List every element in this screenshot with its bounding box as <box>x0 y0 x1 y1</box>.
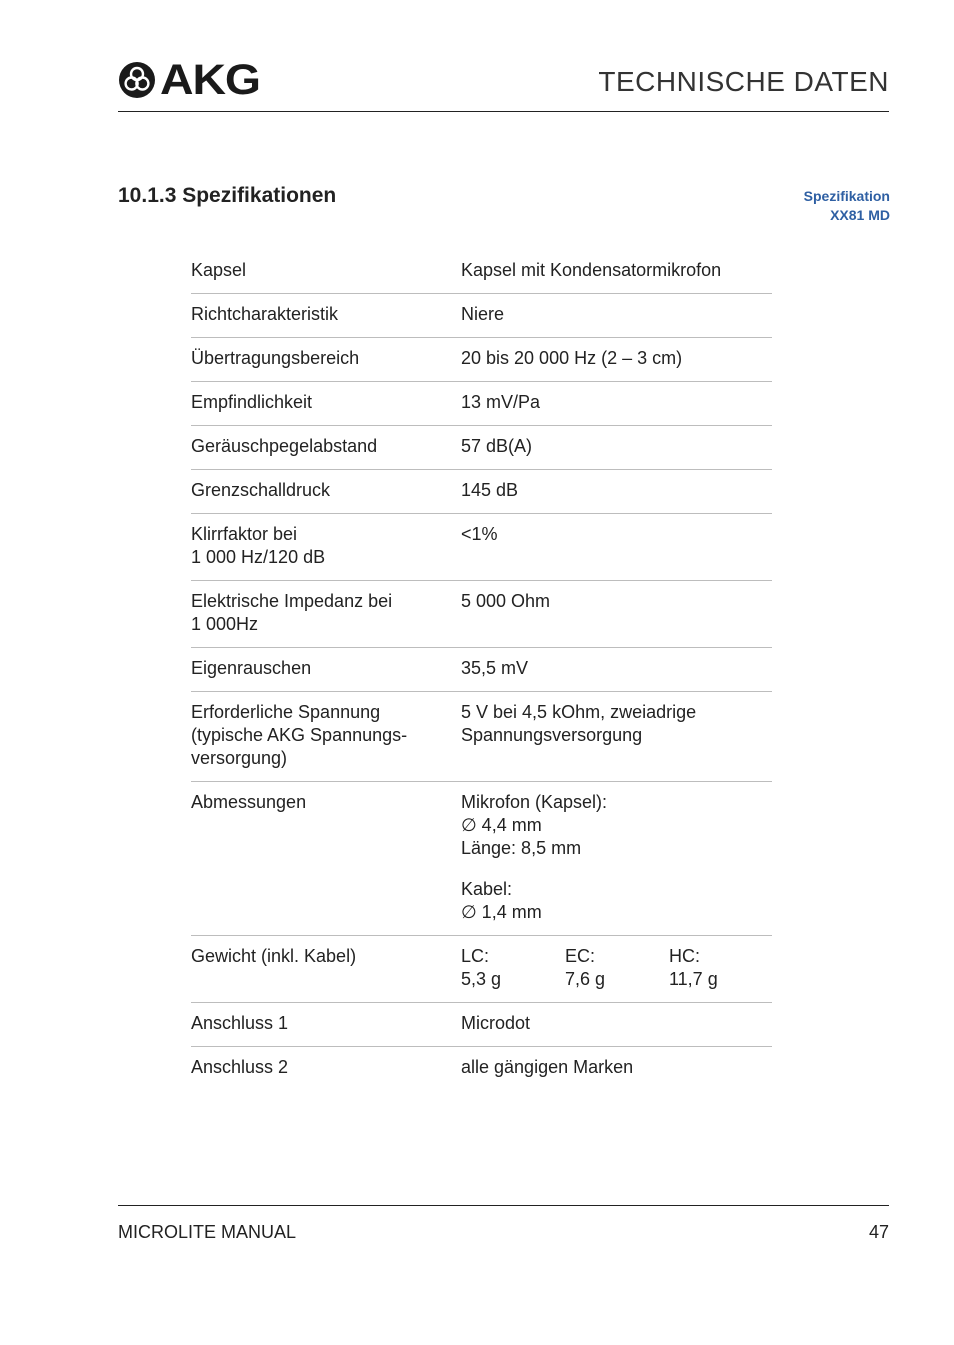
spec-label-line: Gewicht (inkl. Kabel) <box>191 946 357 966</box>
spec-value-line: 57 dB(A) <box>461 436 533 456</box>
spec-label <box>191 259 461 282</box>
weight-name: EC: <box>565 946 596 966</box>
spec-row <box>191 250 772 294</box>
spec-value <box>461 259 772 282</box>
page-header <box>118 56 889 112</box>
spec-value-line: 20 bis 20 000 Hz (2 – 3 cm) <box>461 348 683 368</box>
spec-value-line: 5 000 Ohm <box>461 591 551 611</box>
spec-label <box>191 657 461 680</box>
spec-label <box>191 791 461 924</box>
spec-label <box>191 479 461 502</box>
spec-value <box>461 303 772 326</box>
spec-value <box>461 657 772 680</box>
spec-row <box>191 581 772 648</box>
spec-label-line: Kapsel <box>191 260 247 280</box>
spec-table <box>191 250 772 1090</box>
manual-name: MICROLITE MANUAL <box>118 1222 297 1242</box>
weight-col-lc <box>461 945 565 991</box>
spec-label <box>191 701 461 770</box>
spec-label <box>191 590 461 636</box>
spec-label-line: versorgung) <box>191 748 288 768</box>
spec-row <box>191 338 772 382</box>
spec-row <box>191 426 772 470</box>
spec-row-weight <box>191 936 772 1003</box>
spec-value <box>461 391 772 414</box>
spec-label <box>191 1012 461 1035</box>
spec-value <box>461 479 772 502</box>
spec-value-line: Microdot <box>461 1013 531 1033</box>
spec-row <box>191 514 772 581</box>
spec-row <box>191 382 772 426</box>
spec-label <box>191 435 461 458</box>
side-note <box>804 187 890 225</box>
spec-value-line: 35,5 mV <box>461 658 529 678</box>
spec-value <box>461 1012 772 1035</box>
spec-value-line: alle gängigen Marken <box>461 1057 634 1077</box>
spec-label-line: (typische AKG Spannungs- <box>191 725 408 745</box>
spec-label-line: 1 000Hz <box>191 614 259 634</box>
weight-name: LC: <box>461 946 490 966</box>
spec-row <box>191 692 772 782</box>
akg-emblem-icon <box>118 61 156 99</box>
spec-value-line: Mikrofon (Kapsel): <box>461 792 608 812</box>
spec-label <box>191 945 461 991</box>
spec-value <box>461 1056 772 1079</box>
weight-name: HC: <box>669 946 700 966</box>
spec-label <box>191 303 461 326</box>
spec-value-line: 13 mV/Pa <box>461 392 541 412</box>
spec-row <box>191 1047 772 1090</box>
spec-row <box>191 470 772 514</box>
weight-value: 11,7 g <box>669 969 718 989</box>
spec-value-line: Kapsel mit Kondensatormikrofon <box>461 260 722 280</box>
spec-label-line: Klirrfaktor bei <box>191 524 298 544</box>
spec-value <box>461 523 772 569</box>
spec-label-line: Erforderliche Spannung <box>191 702 381 722</box>
spec-value-line: ∅ 4,4 mm <box>461 815 542 835</box>
spec-label-line: Richtcharakteristik <box>191 304 339 324</box>
weight-col-hc <box>669 945 773 991</box>
page-header-title: TECHNISCHE DATEN <box>598 66 889 97</box>
spec-value <box>461 590 772 636</box>
spec-label-line: Übertragungsbereich <box>191 348 360 368</box>
spec-value-line: 145 dB <box>461 480 519 500</box>
spec-row-dimensions <box>191 782 772 936</box>
spec-value <box>461 791 772 924</box>
spec-label-line: Eigenrauschen <box>191 658 312 678</box>
dimensions-cable <box>461 878 772 924</box>
weight-col-ec <box>565 945 669 991</box>
spec-label <box>191 1056 461 1079</box>
weight-value: 7,6 g <box>565 969 606 989</box>
spec-label-line: Empfindlichkeit <box>191 392 313 412</box>
section-title: 10.1.3 Spezifikationen <box>118 184 337 207</box>
spec-row <box>191 1003 772 1047</box>
spec-label-line: Anschluss 1 <box>191 1013 289 1033</box>
spec-value-line: Niere <box>461 304 505 324</box>
spec-value <box>461 945 773 991</box>
page-footer <box>118 1205 889 1242</box>
dimensions-mic <box>461 791 772 860</box>
spec-value-line: ∅ 1,4 mm <box>461 902 542 922</box>
spec-value-line: <1% <box>461 524 498 544</box>
spec-value-line: Spannungsversorgung <box>461 725 643 745</box>
weight-value: 5,3 g <box>461 969 502 989</box>
spec-value <box>461 701 772 770</box>
page-number: 47 <box>868 1222 889 1242</box>
spec-label-line: 1 000 Hz/120 dB <box>191 547 326 567</box>
spec-label <box>191 523 461 569</box>
spec-label <box>191 347 461 370</box>
spec-label-line: Elektrische Impedanz bei <box>191 591 393 611</box>
spec-label <box>191 391 461 414</box>
spec-value <box>461 435 772 458</box>
side-note-line: Spezifikation <box>803 188 890 204</box>
side-note-line: XX81 MD <box>830 207 890 223</box>
spec-label-line: Abmessungen <box>191 792 307 812</box>
spec-row <box>191 648 772 692</box>
spec-row <box>191 294 772 338</box>
spec-value <box>461 347 772 370</box>
akg-logo <box>118 56 260 104</box>
spec-value-line: Kabel: <box>461 879 513 899</box>
brand-name: AKG <box>160 56 260 104</box>
spec-label-line: Grenzschalldruck <box>191 480 331 500</box>
spec-label-line: Anschluss 2 <box>191 1057 289 1077</box>
spec-value-line: Länge: 8,5 mm <box>461 838 582 858</box>
spec-value-line: 5 V bei 4,5 kOhm, zweiadrige <box>461 702 697 722</box>
spec-label-line: Geräuschpegelabstand <box>191 436 378 456</box>
